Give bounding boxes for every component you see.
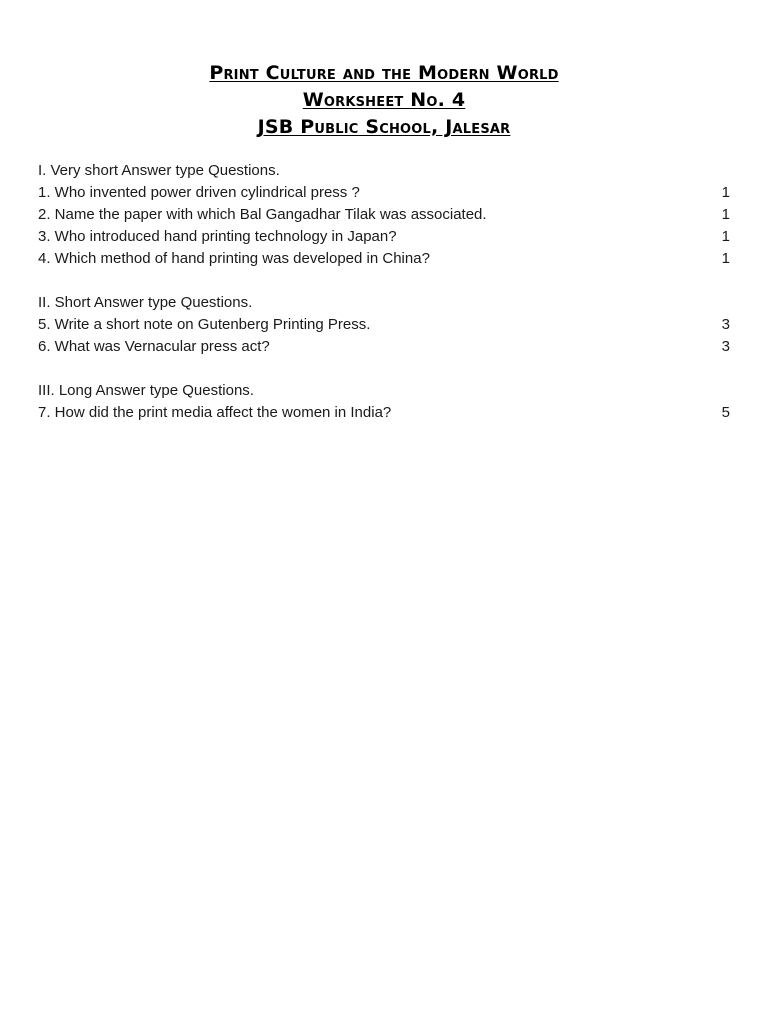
worksheet-number: Worksheet No. 4 <box>302 89 466 111</box>
question-marks: 3 <box>721 316 730 333</box>
question-row <box>38 226 730 248</box>
question-text: 2. Name the paper with which Bal Gangadhar Tilak was associated. <box>38 206 487 223</box>
question-text: 5. Write a short note on Gutenberg Printing Press. <box>38 316 371 333</box>
question-text: 7. How did the print media affect the women in India? <box>38 404 392 421</box>
document-header <box>0 60 768 141</box>
question-row <box>38 204 730 226</box>
question-text: 6. What was Vernacular press act? <box>38 338 270 355</box>
question-marks: 1 <box>721 184 730 201</box>
question-marks: 1 <box>721 250 730 267</box>
section-spacer <box>38 358 730 380</box>
question-row <box>38 336 730 358</box>
question-row <box>38 182 730 204</box>
section-heading: III. Long Answer type Questions. <box>38 382 254 399</box>
document-title: Print Culture and the Modern World <box>209 62 559 84</box>
question-marks: 3 <box>721 338 730 355</box>
question-marks: 1 <box>721 206 730 223</box>
section-heading: I. Very short Answer type Questions. <box>38 162 280 179</box>
question-row <box>38 402 730 424</box>
question-row <box>38 248 730 270</box>
question-text: 3. Who introduced hand printing technology in Japan? <box>38 228 397 245</box>
question-row <box>38 314 730 336</box>
question-body <box>38 160 730 424</box>
school-name: JSB Public School, Jalesar <box>257 116 511 138</box>
question-marks: 1 <box>721 228 730 245</box>
question-marks: 5 <box>721 404 730 421</box>
section-spacer <box>38 270 730 292</box>
question-text: 4. Which method of hand printing was developed in China? <box>38 250 430 267</box>
question-text: 1. Who invented power driven cylindrical press ? <box>38 184 360 201</box>
section-heading: II. Short Answer type Questions. <box>38 294 253 311</box>
